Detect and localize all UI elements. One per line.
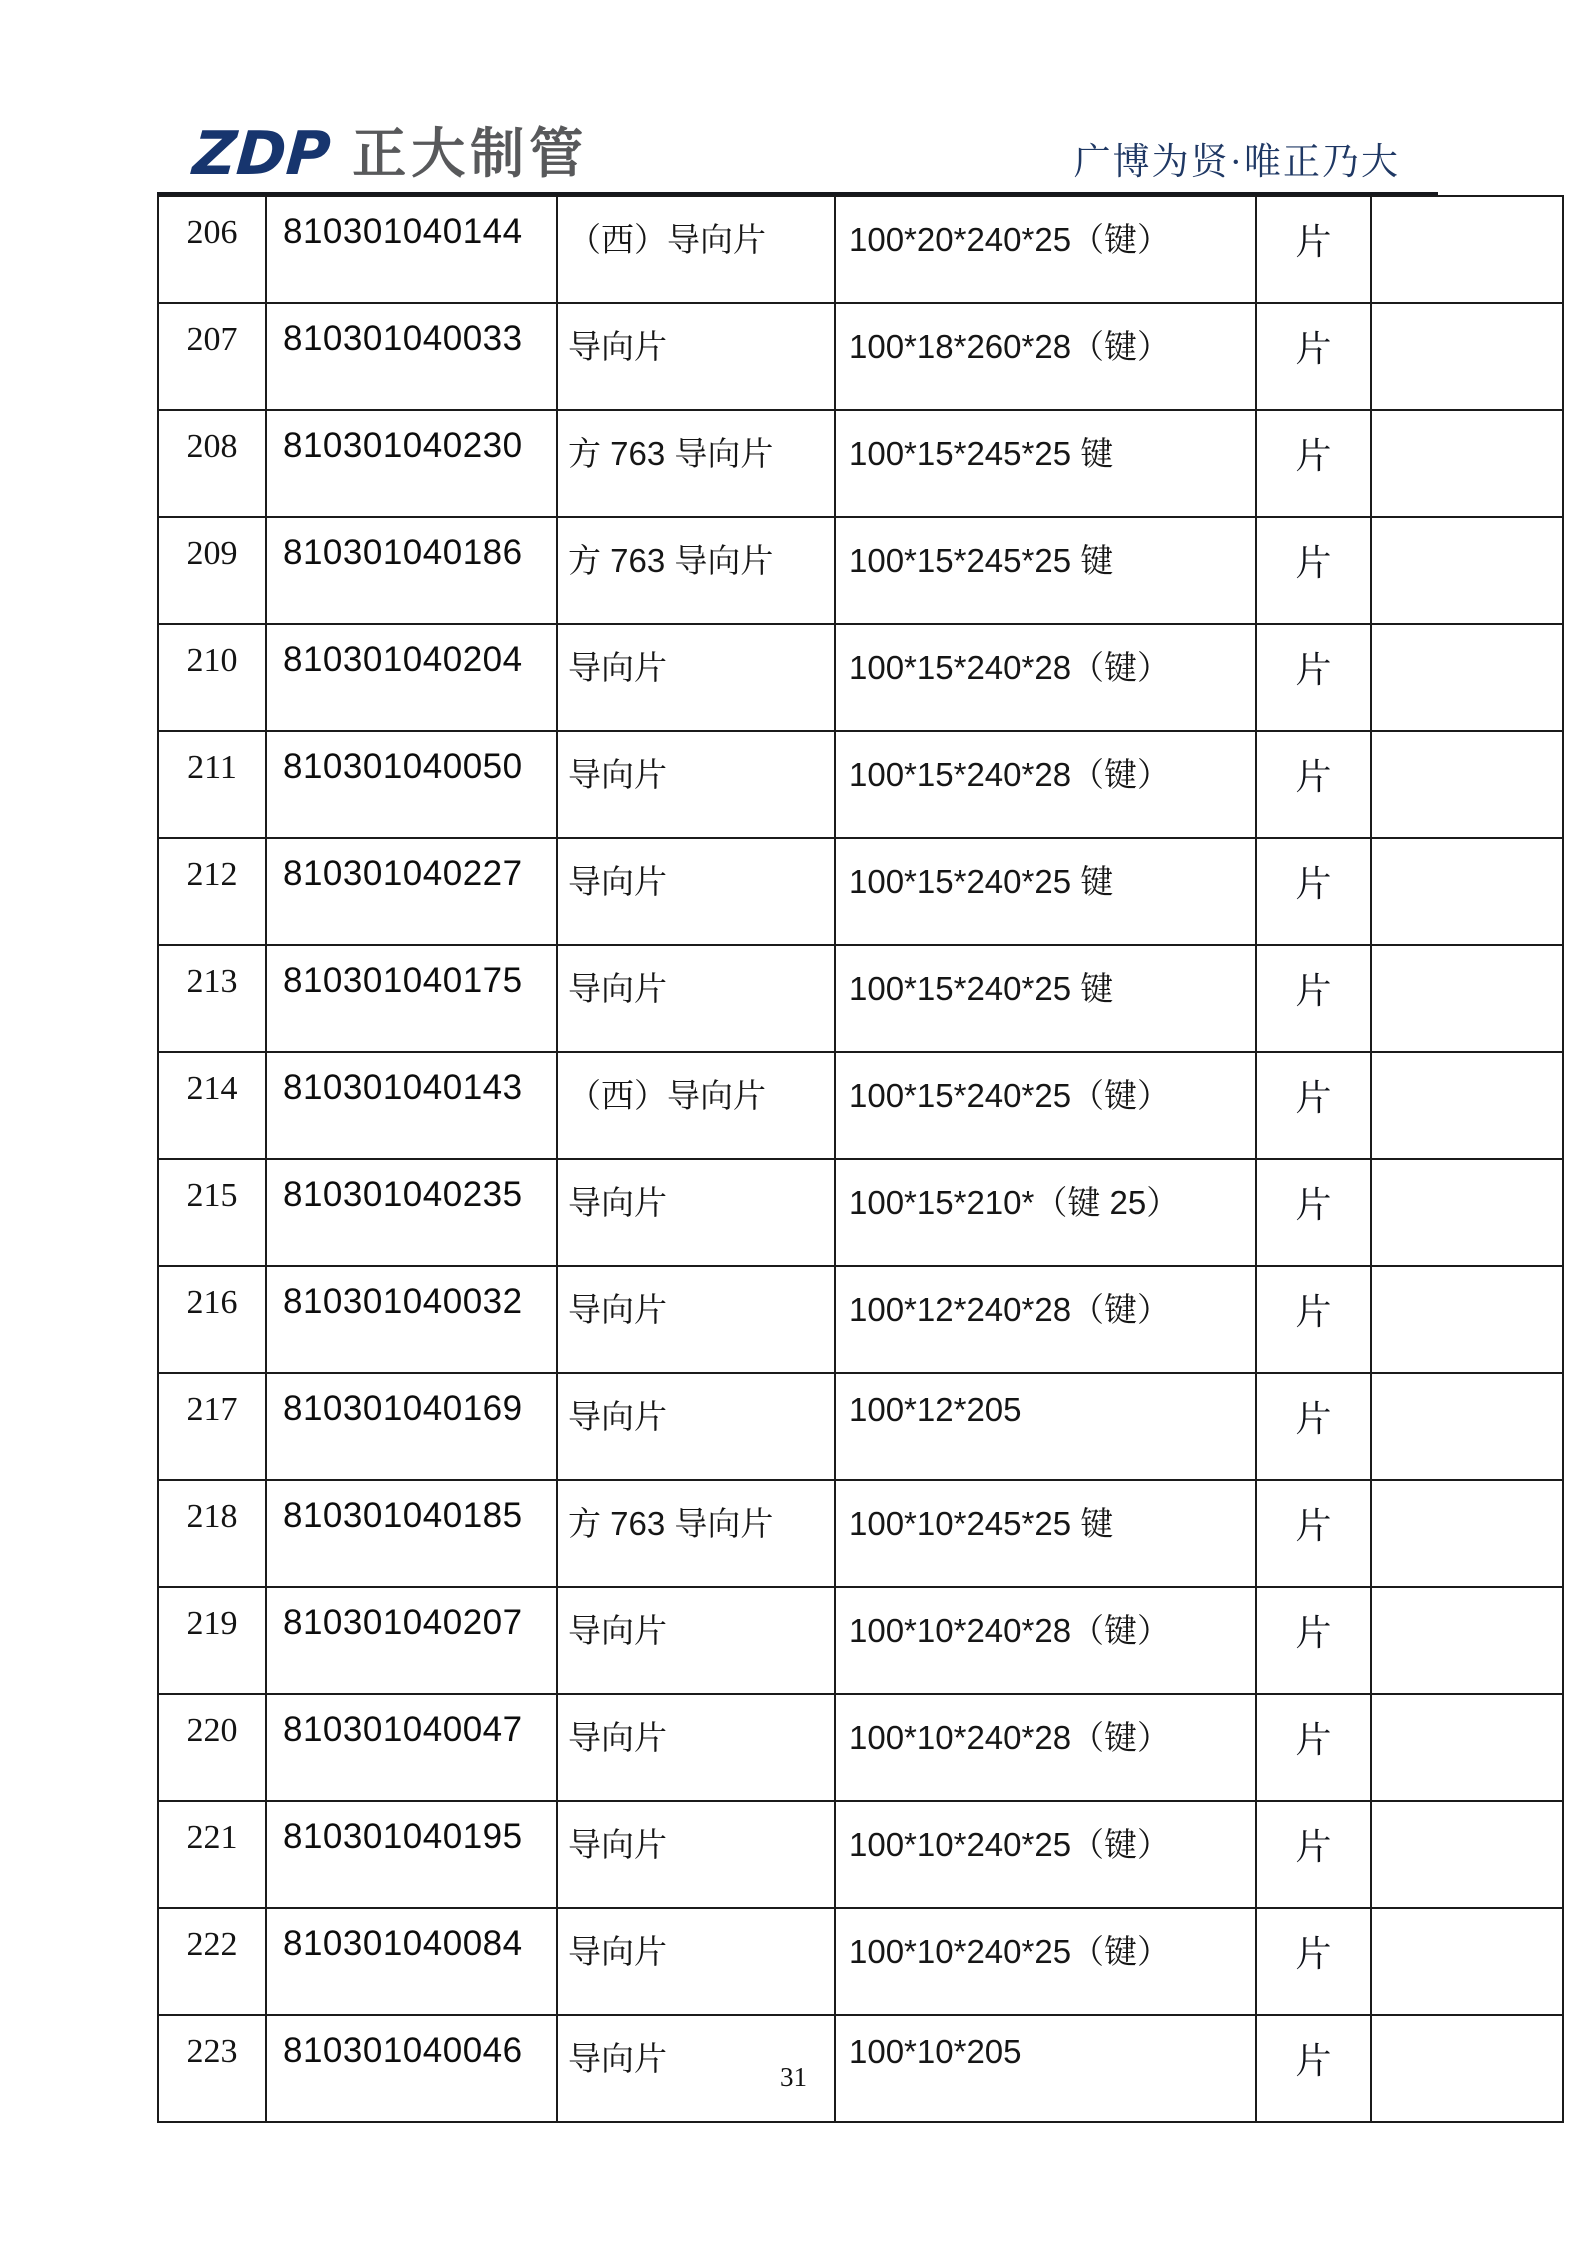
no-cell: 221 xyxy=(158,1801,266,1908)
table-row xyxy=(158,410,1563,517)
spec-cell: 100*15*240*28（键） xyxy=(835,731,1256,838)
desc-cell: （西）导向片 xyxy=(557,196,835,303)
code-cell: 810301040033 xyxy=(266,303,557,410)
no-cell: 218 xyxy=(158,1480,266,1587)
empty-cell xyxy=(1371,1266,1563,1373)
desc-cell: 导向片 xyxy=(557,303,835,410)
code-cell: 810301040204 xyxy=(266,624,557,731)
unit-cell: 片 xyxy=(1256,838,1371,945)
zdp-logo xyxy=(190,119,589,189)
table-body xyxy=(158,196,1563,2122)
spec-cell: 100*20*240*25（键） xyxy=(835,196,1256,303)
spec-cell: 100*15*240*25（键） xyxy=(835,1052,1256,1159)
unit-cell: 片 xyxy=(1256,517,1371,624)
desc-cell: 方 763 导向片 xyxy=(557,410,835,517)
desc-cell: 导向片 xyxy=(557,1801,835,1908)
desc-cell: 导向片 xyxy=(557,2015,835,2122)
unit-cell: 片 xyxy=(1256,1908,1371,2015)
unit-cell: 片 xyxy=(1256,196,1371,303)
desc-cell: 导向片 xyxy=(557,838,835,945)
code-cell: 810301040185 xyxy=(266,1480,557,1587)
spec-cell: 100*15*240*25 键 xyxy=(835,838,1256,945)
table-row xyxy=(158,624,1563,731)
no-cell: 209 xyxy=(158,517,266,624)
empty-cell xyxy=(1371,1373,1563,1480)
spec-cell: 100*10*205 xyxy=(835,2015,1256,2122)
spec-cell: 100*15*210*（键 25） xyxy=(835,1159,1256,1266)
table-row xyxy=(158,945,1563,1052)
code-cell: 810301040186 xyxy=(266,517,557,624)
unit-cell: 片 xyxy=(1256,1052,1371,1159)
code-cell: 810301040047 xyxy=(266,1694,557,1801)
no-cell: 223 xyxy=(158,2015,266,2122)
empty-cell xyxy=(1371,1052,1563,1159)
code-cell: 810301040046 xyxy=(266,2015,557,2122)
code-cell: 810301040169 xyxy=(266,1373,557,1480)
table-row xyxy=(158,838,1563,945)
unit-cell: 片 xyxy=(1256,1801,1371,1908)
no-cell: 220 xyxy=(158,1694,266,1801)
table-row xyxy=(158,517,1563,624)
no-cell: 207 xyxy=(158,303,266,410)
desc-cell: 导向片 xyxy=(557,1159,835,1266)
table-row xyxy=(158,303,1563,410)
unit-cell: 片 xyxy=(1256,1694,1371,1801)
desc-cell: 导向片 xyxy=(557,1373,835,1480)
empty-cell xyxy=(1371,1694,1563,1801)
desc-cell: （西）导向片 xyxy=(557,1052,835,1159)
unit-cell: 片 xyxy=(1256,1159,1371,1266)
no-cell: 215 xyxy=(158,1159,266,1266)
unit-cell: 片 xyxy=(1256,410,1371,517)
spec-cell: 100*12*205 xyxy=(835,1373,1256,1480)
header-slogan: 广博为贤·唯正乃大 xyxy=(1073,142,1400,183)
code-cell: 810301040084 xyxy=(266,1908,557,2015)
spec-cell: 100*12*240*28（键） xyxy=(835,1266,1256,1373)
no-cell: 222 xyxy=(158,1908,266,2015)
code-cell: 810301040050 xyxy=(266,731,557,838)
empty-cell xyxy=(1371,624,1563,731)
empty-cell xyxy=(1371,303,1563,410)
table-row xyxy=(158,1694,1563,1801)
unit-cell: 片 xyxy=(1256,2015,1371,2122)
table-row xyxy=(158,731,1563,838)
unit-cell: 片 xyxy=(1256,1587,1371,1694)
table-row xyxy=(158,1801,1563,1908)
spec-cell: 100*15*245*25 键 xyxy=(835,517,1256,624)
table-row xyxy=(158,1480,1563,1587)
unit-cell: 片 xyxy=(1256,303,1371,410)
no-cell: 217 xyxy=(158,1373,266,1480)
no-cell: 212 xyxy=(158,838,266,945)
no-cell: 214 xyxy=(158,1052,266,1159)
no-cell: 213 xyxy=(158,945,266,1052)
desc-cell: 方 763 导向片 xyxy=(557,1480,835,1587)
spec-cell: 100*15*240*28（键） xyxy=(835,624,1256,731)
desc-cell: 导向片 xyxy=(557,731,835,838)
spec-cell: 100*10*240*25（键） xyxy=(835,1801,1256,1908)
empty-cell xyxy=(1371,1480,1563,1587)
page-number: 31 xyxy=(780,2062,807,2092)
desc-cell: 导向片 xyxy=(557,624,835,731)
desc-cell: 导向片 xyxy=(557,1587,835,1694)
spec-cell: 100*18*260*28（键） xyxy=(835,303,1256,410)
spec-cell: 100*10*240*28（键） xyxy=(835,1694,1256,1801)
code-cell: 810301040032 xyxy=(266,1266,557,1373)
empty-cell xyxy=(1371,1587,1563,1694)
logo-company-name: 正大制管 xyxy=(352,122,589,185)
table-row xyxy=(158,1373,1563,1480)
code-cell: 810301040175 xyxy=(266,945,557,1052)
code-cell: 810301040144 xyxy=(266,196,557,303)
no-cell: 216 xyxy=(158,1266,266,1373)
code-cell: 810301040235 xyxy=(266,1159,557,1266)
table-row xyxy=(158,1159,1563,1266)
code-cell: 810301040230 xyxy=(266,410,557,517)
no-cell: 219 xyxy=(158,1587,266,1694)
parts-table xyxy=(157,195,1564,2123)
empty-cell xyxy=(1371,1159,1563,1266)
empty-cell xyxy=(1371,410,1563,517)
no-cell: 206 xyxy=(158,196,266,303)
empty-cell xyxy=(1371,517,1563,624)
table-row xyxy=(158,196,1563,303)
spec-cell: 100*10*240*28（键） xyxy=(835,1587,1256,1694)
table-row xyxy=(158,1052,1563,1159)
empty-cell xyxy=(1371,1908,1563,2015)
empty-cell xyxy=(1371,196,1563,303)
unit-cell: 片 xyxy=(1256,1266,1371,1373)
table-row xyxy=(158,1908,1563,2015)
desc-cell: 导向片 xyxy=(557,1266,835,1373)
unit-cell: 片 xyxy=(1256,945,1371,1052)
no-cell: 208 xyxy=(158,410,266,517)
desc-cell: 导向片 xyxy=(557,945,835,1052)
desc-cell: 方 763 导向片 xyxy=(557,517,835,624)
spec-cell: 100*15*245*25 键 xyxy=(835,410,1256,517)
unit-cell: 片 xyxy=(1256,731,1371,838)
desc-cell: 导向片 xyxy=(557,1694,835,1801)
code-cell: 810301040207 xyxy=(266,1587,557,1694)
empty-cell xyxy=(1371,838,1563,945)
spec-cell: 100*10*245*25 键 xyxy=(835,1480,1256,1587)
spec-cell: 100*10*240*25（键） xyxy=(835,1908,1256,2015)
code-cell: 810301040143 xyxy=(266,1052,557,1159)
code-cell: 810301040227 xyxy=(266,838,557,945)
no-cell: 211 xyxy=(158,731,266,838)
unit-cell: 片 xyxy=(1256,1373,1371,1480)
table-row xyxy=(158,1587,1563,1694)
empty-cell xyxy=(1371,1801,1563,1908)
code-cell: 810301040195 xyxy=(266,1801,557,1908)
no-cell: 210 xyxy=(158,624,266,731)
unit-cell: 片 xyxy=(1256,624,1371,731)
logo-abbr-text: ZDP xyxy=(190,119,333,189)
empty-cell xyxy=(1371,945,1563,1052)
spec-cell: 100*15*240*25 键 xyxy=(835,945,1256,1052)
unit-cell: 片 xyxy=(1256,1480,1371,1587)
table-row xyxy=(158,1266,1563,1373)
empty-cell xyxy=(1371,731,1563,838)
desc-cell: 导向片 xyxy=(557,1908,835,2015)
